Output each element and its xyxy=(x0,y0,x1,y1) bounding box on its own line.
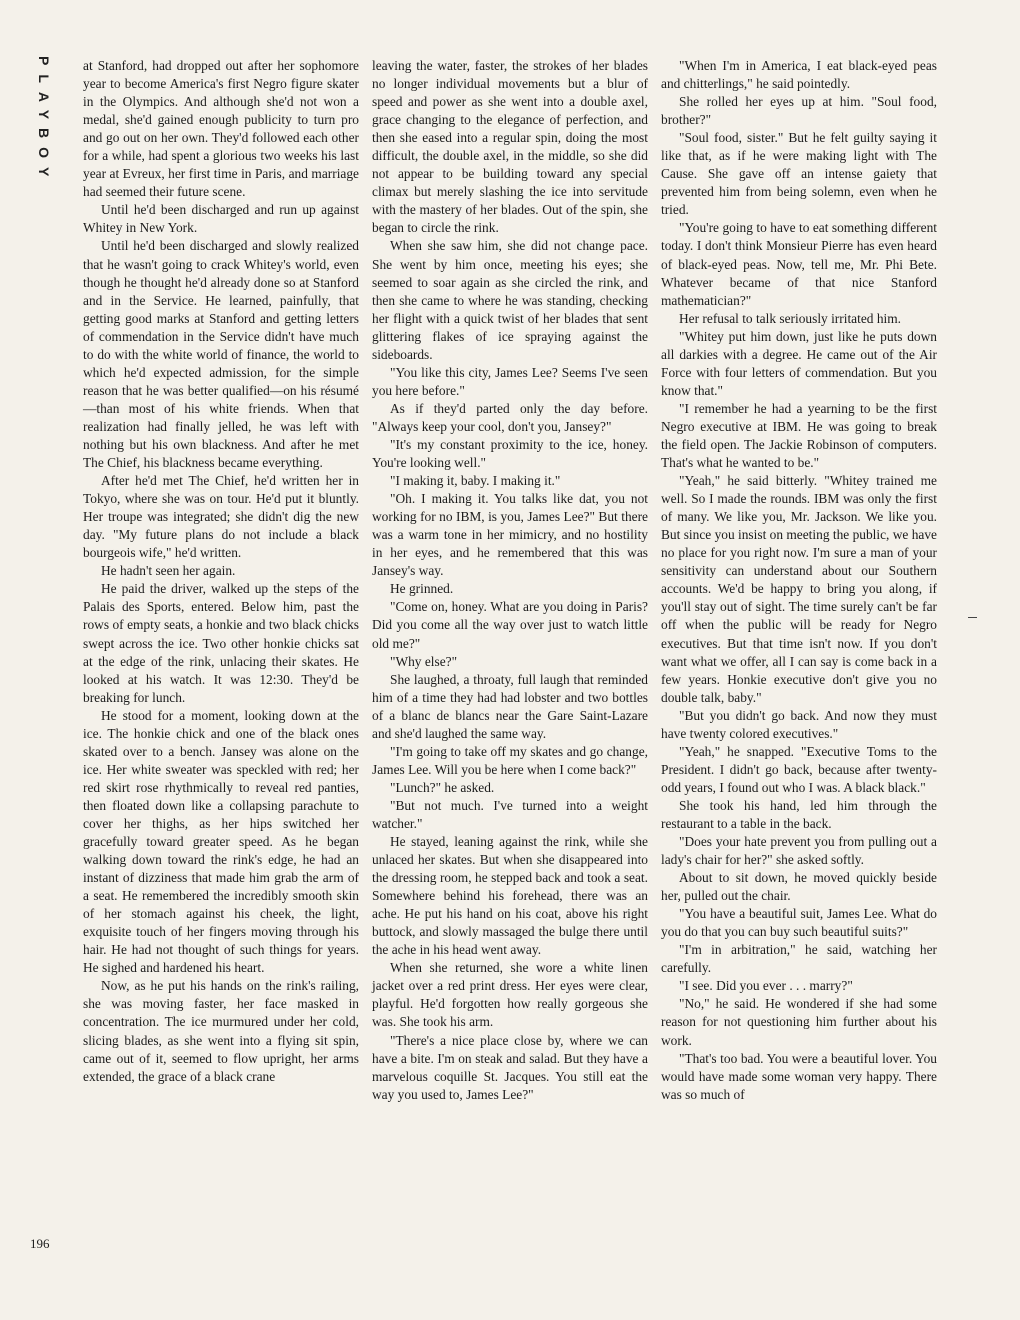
paragraph: "Come on, honey. What are you doing in Paris? Did you come all the way over just to watch little old me?" xyxy=(372,599,648,651)
paragraph: "Yeah," he said bitterly. "Whitey trained me well. So I made the rounds. IBM was only the first of many. We like you, Mr. Jackson. We like you. But since you insist on meeting the public, we have no place for you right now. I'm sure a man of your sensitivity can understand about our Southern accounts. We'd be happy to bring you along, if you'll stay out of sight. The time surely can't be far off when the public will be ready for Negro executives. But that time isn't now. If you don't want what we offer, all I can say is come back in a few years. Honkie executive don't give you no double talk, baby." xyxy=(661,473,937,705)
paragraph: Now, as he put his hands on the rink's railing, she was moving faster, her face masked in concentration. The ice murmured under her cold, slicing blades, as she went into a flying sit spin, came out of it, seemed to flow upright, her arms extended, the grace of a black crane xyxy=(83,978,359,1084)
paragraph: He hadn't seen her again. xyxy=(101,563,236,579)
paragraph: After he'd met The Chief, he'd written her in Tokyo, where she was on tour. He'd put it bluntly. Her troupe was integrated; she didn't dig the new day. "My future plans do not include a black bourgeois wife," he'd written. xyxy=(83,473,359,561)
paragraph: "Why else?" xyxy=(390,653,458,669)
paragraph: Until he'd been discharged and slowly realized that he wasn't going to crack Whitey's world, even though he thought he'd already done so at Stanford and in the Service. He learned, painfully, that getting good marks at Stanford and getting letters of commendation in the Service didn't have much to do with the white world of finance, the world to which he'd expected admission, for the simple reason that he was better qualified—on his résumé—than most of his white friends. When that realization had finally jelled, he was left with nothing but his own blackness. And after he met The Chief, his blackness became everything. xyxy=(83,238,359,471)
column-2 xyxy=(372,57,648,1104)
page-number: 196 xyxy=(30,1236,50,1251)
paragraph: He stood for a moment, looking down at the ice. The honkie chick and one of the black ones skated over to a bench. Jansey was alone on the ice. Her white sweater was speckled with red; her red skirt rose rhythmically to reveal red panties, then floated down like a collapsing parachute to cover her thighs, as her hips switched her gracefully toward greater speed. As he began walking down toward the rink's edge, he had an instant of dizziness that made him grab the arm of a seat. He remembered the incredibly smooth skin of her stomach against his cheek, the light, exquisite touch of her fingers moving through his hair. He had not thought of such things for years. He sighed and hardened his heart. xyxy=(83,707,359,976)
margin-mark xyxy=(968,617,977,618)
paragraph: "Soul food, sister." But he felt guilty saying it like that, as if he were making light with The Cause. She gave off an intense gaiety that prevented him from being solemn, even when he tried. xyxy=(661,130,937,218)
paragraph: at Stanford, had dropped out after her sophomore year to become America's first Negro figure skater in the Olympics. And although she'd not won a medal, she'd gained enough publicity to turn pro and go out on her own. They'd followed each other for a while, had spent a glorious two weeks his last year at Evreux, her first time in Paris, and marriage had seemed their future scene. xyxy=(83,58,359,200)
paragraph: She rolled her eyes up at him. "Soul food, brother?" xyxy=(661,94,937,128)
paragraph: "Yeah," he snapped. "Executive Toms to the President. I didn't go back, because after twenty-odd years, I found out who I was. A black black." xyxy=(661,743,937,795)
column-3 xyxy=(661,57,937,1104)
paragraph: When she returned, she wore a white linen jacket over a red print dress. Her eyes were clear, playful. He'd forgotten how really gorgeous she was. She took his arm. xyxy=(372,960,648,1030)
paragraph: "No," he said. He wondered if she had some reason for not questioning him further about his work. xyxy=(661,996,937,1048)
paragraph: "Oh. I making it. You talks like dat, you not working for no IBM, is you, James Lee?" But there was a warm tone in her mimicry, and no hostility in her eyes, and he remembered that this was Jansey's way. xyxy=(372,491,648,579)
paragraph: "That's too bad. You were a beautiful lover. You would have made some woman very happy. There was so much of xyxy=(661,1050,937,1102)
paragraph: "But not much. I've turned into a weight watcher." xyxy=(372,797,648,831)
paragraph: "Whitey put him down, just like he puts down all darkies with a degree. He came out of the Air Force with four letters of commendation. But you know that." xyxy=(661,328,937,398)
paragraph: When she saw him, she did not change pace. She went by him once, meeting his eyes; she seemed to soar again as she circled the rink, and then she came to where he was standing, checking her flight with a quick twist of her blades that sent glittering flakes of ice spraying against the sideboards. xyxy=(372,238,648,362)
paragraph: "You're going to have to eat something different today. I don't think Monsieur Pierre has even heard of black-eyed peas. Now, tell me, Mr. Phi Bete. Whatever became of that nice Stanford mathematician?" xyxy=(661,220,937,308)
paragraph: "I'm in arbitration," he said, watching her carefully. xyxy=(661,942,937,976)
paragraph: "When I'm in America, I eat black-eyed peas and chitterlings," he said pointedly. xyxy=(661,58,937,92)
paragraph: "You like this city, James Lee? Seems I've seen you here before." xyxy=(372,364,648,398)
paragraph: "I see. Did you ever . . . marry?" xyxy=(679,978,853,994)
paragraph: He paid the driver, walked up the steps of the Palais des Sports, entered. Below him, past the rows of empty seats, a honkie and two black chicks swept across the ice. Two other honkie chicks sat at the edge of the rink, unlacing their skates. He looked at his watch. It was 12:30. They'd be breaking for lunch. xyxy=(83,581,359,705)
paragraph: Her refusal to talk seriously irritated him. xyxy=(679,310,901,326)
paragraph: leaving the water, faster, the strokes of her blades no longer individual movements but a blur of speed and power as she went into a double axel, grace changing to the elegance of perfection, and then she eased into a regular spin, doing the most difficult, the double axel, in the middle, so she did not appear to be building toward any special climax but merely slashing the ice into servitude with the mastery of her blades. Out of the spin, she began to circle the rink. xyxy=(372,58,648,236)
paragraph: She took his hand, led him through the restaurant to a table in the back. xyxy=(661,797,937,831)
paragraph: "But you didn't go back. And now they must have twenty colored executives." xyxy=(661,707,937,741)
paragraph: As if they'd parted only the day before. "Always keep your cool, don't you, Jansey?" xyxy=(372,400,648,434)
paragraph: He grinned. xyxy=(390,581,454,597)
paragraph: "I remember he had a yearning to be the first Negro executive at IBM. He was going to break the field open. The Jackie Robinson of computers. That's what he wanted to be." xyxy=(661,400,937,471)
masthead-text: PLAYBOY xyxy=(36,56,52,186)
paragraph: "Does your hate prevent you from pulling out a lady's chair for her?" she asked softly. xyxy=(661,834,937,868)
paragraph: About to sit down, he moved quickly beside her, pulled out the chair. xyxy=(661,870,937,904)
paragraph: She laughed, a throaty, full laugh that reminded him of a time they had had lobster and two bottles of a blanc de blancs near the Gare Saint-Lazare and she'd laughed the same way. xyxy=(372,671,648,741)
masthead xyxy=(32,56,54,206)
paragraph: "I making it, baby. I making it." xyxy=(390,473,561,489)
paragraph: "I'm going to take off my skates and go change, James Lee. Will you be here when I come back?" xyxy=(372,743,648,777)
paragraph: "It's my constant proximity to the ice, honey. You're looking well." xyxy=(372,436,648,471)
column-1 xyxy=(83,57,359,1086)
paragraph: "Lunch?" he asked. xyxy=(390,779,495,795)
paragraph: He stayed, leaning against the rink, while she unlaced her skates. But when she disappeared into the dressing room, he stepped back and took a seat. Somewhere behind his forehead, there was an ache. He put his hand on his coat, above his right buttock, and slowly massaged the bulge there until the ache in his head went away. xyxy=(372,834,648,958)
paragraph: "You have a beautiful suit, James Lee. What do you do that you can buy such beautiful suits?" xyxy=(661,906,937,940)
paragraph: Until he'd been discharged and run up against Whitey in New York. xyxy=(83,202,359,236)
paragraph: "There's a nice place close by, where we can have a bite. I'm on steak and salad. But they have a marvelous coquille St. Jacques. You still eat the way you used to, James Lee?" xyxy=(372,1032,648,1102)
